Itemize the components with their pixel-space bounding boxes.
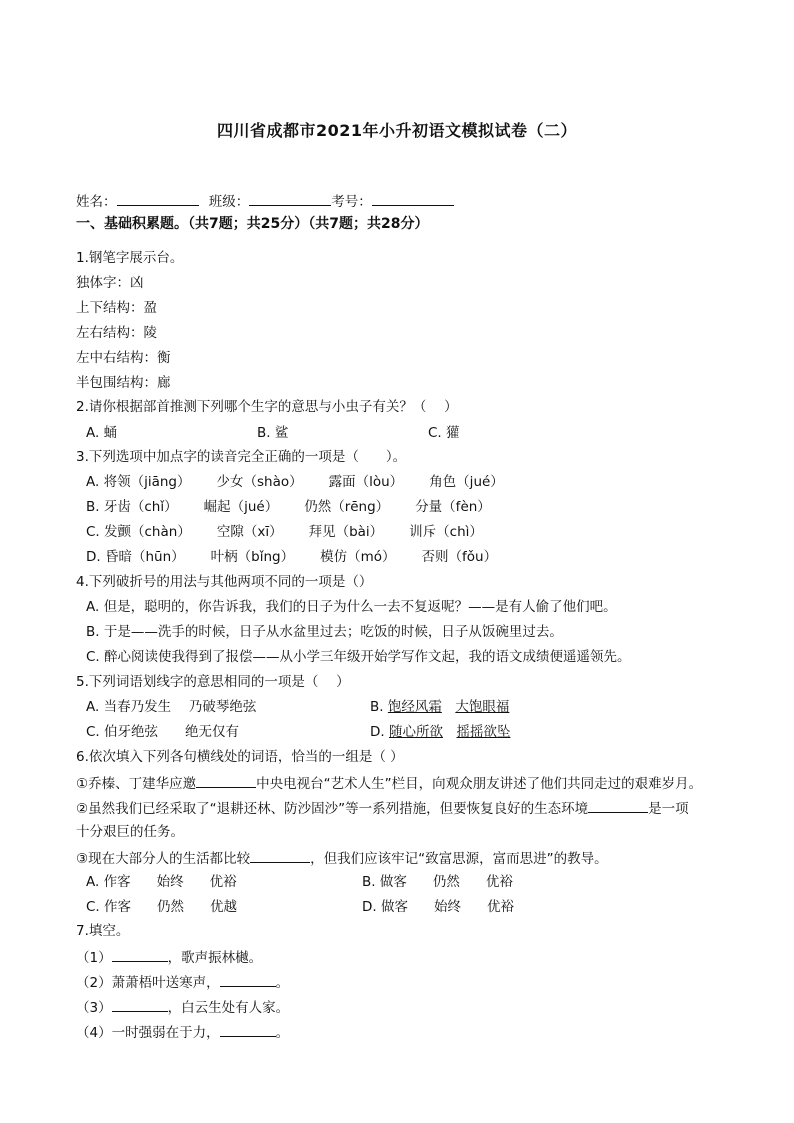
- q2-option-c[interactable]: C. 獾: [428, 425, 460, 441]
- q7-item-4: [76, 1022, 289, 1042]
- q5-option-a[interactable]: A. 当春乃发生 乃破琴绝弦: [86, 699, 257, 715]
- sentence-text: 是一项: [648, 801, 689, 817]
- option-word: C. 作客: [86, 899, 132, 915]
- item-text: （3）: [76, 1000, 112, 1016]
- q3-word: 崛起（jué）: [203, 499, 279, 515]
- q3-word: 拜见（bài）: [308, 524, 384, 540]
- q6-option-d[interactable]: [362, 898, 514, 916]
- q7-stem: 7.填空。: [76, 923, 130, 939]
- option-word: 优裕: [485, 874, 513, 890]
- exam-no-label: 考号：: [331, 194, 372, 210]
- item-text: （4）一时强弱在于力，: [76, 1025, 220, 1041]
- q7-item-1: [76, 947, 262, 967]
- option-word: 优裕: [209, 874, 237, 890]
- q1-line: 左中右结构：衡: [76, 350, 171, 366]
- q3-word: 少女（shào）: [216, 474, 303, 490]
- underlined-word: 大饱眼福: [455, 699, 510, 715]
- fill-blank[interactable]: [250, 848, 310, 863]
- item-text: ，歌声振林樾。: [167, 950, 263, 966]
- q5-option-b[interactable]: [370, 698, 509, 716]
- q1-stem: 1.钢笔字展示台。: [76, 250, 184, 266]
- fill-blank[interactable]: [220, 1022, 276, 1037]
- fill-blank[interactable]: [588, 798, 648, 813]
- q3-word: 仍然（rēng）: [304, 499, 390, 515]
- q3-word: B. 牙齿（chǐ）: [86, 499, 178, 515]
- fill-blank[interactable]: [112, 947, 168, 962]
- q6-option-b[interactable]: [362, 873, 513, 891]
- q4-option-a[interactable]: A. 但是，聪明的，你告诉我，我们的日子为什么一去不复返呢？——是有人偷了他们吧。: [86, 599, 617, 615]
- q2-option-a[interactable]: A. 蛹: [86, 425, 118, 441]
- sentence-text: 中央电视台“艺术人生”栏目，向观众朋友讲述了他们共同走过的艰难岁月。: [256, 776, 703, 792]
- q3-word: D. 昏暗（hūn）: [86, 549, 185, 565]
- q2-stem: 2.请你根据部首推测下列哪个生字的意思与小虫子有关？（ ）: [76, 399, 458, 415]
- q1-line: 独体字：凶: [76, 275, 144, 291]
- q3-word: 模仿（mó）: [320, 549, 396, 565]
- q6-option-a[interactable]: [86, 873, 237, 891]
- item-text: ，白云生处有人家。: [167, 1000, 290, 1016]
- q3-option-c[interactable]: [86, 523, 509, 541]
- sentence-text: ①乔榛、丁建华应邀: [76, 776, 197, 792]
- q3-word: 空隙（xī）: [216, 524, 283, 540]
- q3-option-a[interactable]: [86, 473, 530, 491]
- underlined-word: 摇摇欲坠: [456, 724, 511, 740]
- q7-item-3: [76, 997, 289, 1017]
- fill-blank[interactable]: [112, 997, 168, 1012]
- sentence-text: ②虽然我们已经采取了“退耕还林、防沙固沙”等一系列措施，但要恢复良好的生态环境: [76, 801, 589, 817]
- fill-blank[interactable]: [220, 972, 276, 987]
- q4-option-b[interactable]: B. 于是——洗手的时候，日子从水盆里过去；吃饭的时候，日子从饭碗里过去。: [86, 624, 563, 640]
- q3-word: A. 将领（jiāng）: [86, 474, 191, 490]
- q5-option-c[interactable]: C. 伯牙绝弦 绝无仅有: [86, 724, 240, 740]
- q6-sentence-2-cont: 十分艰巨的任务。: [76, 824, 184, 840]
- q3-option-b[interactable]: [86, 498, 517, 516]
- sentence-text: ③现在大部分人的生活都比较: [76, 851, 251, 867]
- q6-sentence-3: [76, 848, 608, 868]
- q6-sentence-2: [76, 798, 689, 818]
- q3-word: C. 发颤（chàn）: [86, 524, 191, 540]
- q7-item-2: [76, 972, 289, 992]
- student-info-row: [76, 191, 454, 211]
- q3-word: 叶柄（bǐng）: [210, 549, 295, 565]
- q5-option-d[interactable]: [370, 723, 510, 741]
- q3-word: 分量（fèn）: [415, 499, 491, 515]
- section-1-heading: 一、基础积累题。（共7题；共25分）（共7题；共28分）: [76, 216, 429, 232]
- option-word: 优裕: [486, 899, 514, 915]
- q4-option-c[interactable]: C. 醉心阅读使我得到了报偿——从小学三年级开始学写作文起，我的语文成绩便遥遥领先。: [86, 649, 631, 665]
- option-word: 始终: [156, 874, 184, 890]
- q3-word: 训斥（chì）: [409, 524, 483, 540]
- q5-stem: 5.下列词语划线字的意思相同的一项是（ ）: [76, 674, 350, 690]
- q1-line: 上下结构：盈: [76, 300, 157, 316]
- item-text: 。: [275, 975, 290, 991]
- option-word: 仍然: [157, 899, 185, 915]
- q3-word: 否则（fǒu）: [421, 549, 498, 565]
- q1-line: 半包围结构：廊: [76, 375, 171, 391]
- q2-option-b[interactable]: B. 鲨: [257, 425, 289, 441]
- q3-stem: 3.下列选项中加点字的读音完全正确的一项是（ ）。: [76, 449, 407, 465]
- option-word: 仍然: [432, 874, 460, 890]
- q4-stem: 4.下列破折号的用法与其他两项不同的一项是（）: [76, 574, 373, 590]
- option-word: 始终: [433, 899, 461, 915]
- name-label: 姓名：: [76, 194, 117, 210]
- option-word: D. 做客: [362, 899, 408, 915]
- class-label: 班级：: [208, 194, 250, 210]
- q6-sentence-1: [76, 773, 702, 793]
- item-text: （1）: [76, 950, 112, 966]
- option-word: A. 作客: [86, 874, 131, 890]
- option-letter: B.: [370, 699, 388, 715]
- sentence-text: ，但我们应该牢记“致富思源，富而思进”的教导。: [310, 851, 608, 867]
- underlined-word: 饱经风霜: [387, 699, 442, 715]
- option-word: B. 做客: [362, 874, 407, 890]
- option-letter: D.: [370, 724, 389, 740]
- item-text: （2）萧萧梧叶送寒声，: [76, 975, 220, 991]
- underlined-word: 随心所欲: [388, 724, 443, 740]
- item-text: 。: [275, 1025, 290, 1041]
- q3-option-d[interactable]: [86, 548, 523, 566]
- fill-blank[interactable]: [196, 773, 256, 788]
- q6-option-c[interactable]: [86, 898, 237, 916]
- q1-line: 左右结构：陵: [76, 325, 157, 341]
- q3-word: 角色（jué）: [429, 474, 504, 490]
- option-word: 优越: [210, 899, 238, 915]
- name-blank[interactable]: [117, 191, 199, 206]
- q6-stem: 6.依次填入下列各句横线处的词语，恰当的一组是（ ）: [76, 749, 404, 765]
- q3-word: 露面（lòu）: [328, 474, 404, 490]
- exam-no-blank[interactable]: [372, 191, 454, 206]
- page-title: 四川省成都市2021年小升初语文模拟试卷（二）: [216, 121, 578, 140]
- class-blank[interactable]: [249, 191, 331, 206]
